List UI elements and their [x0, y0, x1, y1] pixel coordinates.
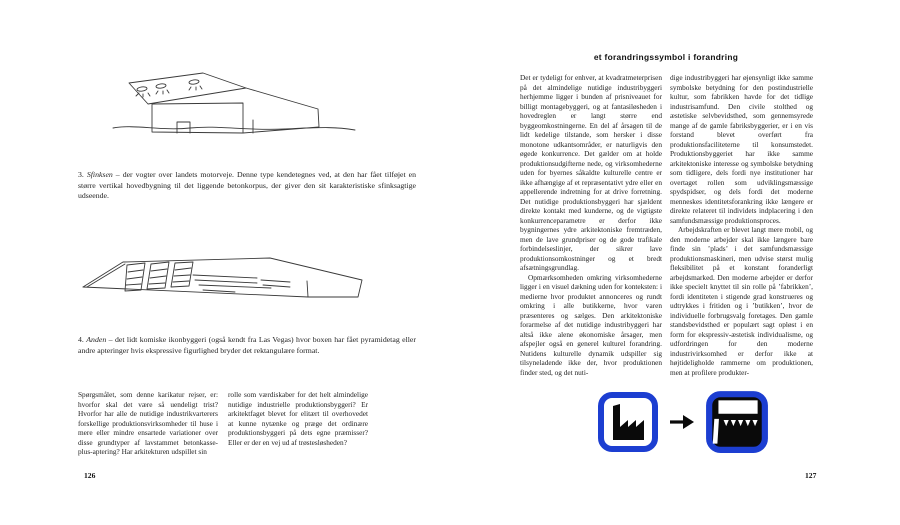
figure1-term: Sfinksen [86, 170, 113, 179]
figure1-number: 3. [78, 170, 84, 179]
duck-sketch-svg [75, 250, 375, 310]
right-body-column-1 [520, 73, 662, 377]
left-page-number: 126 [84, 471, 96, 480]
sphinx-building-sketch [105, 52, 405, 172]
duck-building-sketch [75, 250, 375, 310]
figure1-text: – der vogter over landets motorveje. Denne type kendetegnes ved, at den har fået tilføjet en større vertikal hovedbygning til det liggende betonkorpus, der giver den sit karakteristiske sfinksagtige udseende. [78, 170, 416, 201]
transformation-symbol-row [596, 389, 770, 455]
right-arrow-icon [669, 414, 695, 430]
figure2-term: Anden [86, 335, 107, 344]
left-col2-paragraph: rolle som værdiskaber for det helt almindelige nutidige industrielle produktionsbyggeri? Er arkitektfaget blevet for elitært til overhovedet at kunne nytænke og præge det ordinære produktionsbyggeri på dets egne præmisser? Eller er der en vej ud af trøstesløsheden? [228, 390, 368, 447]
figure2-caption [78, 335, 416, 356]
figure2-text: – det lidt komiske ikonbyggeri (også kendt fra Las Vegas) hvor boxen har fået pyramidetag eller andre apteringer hvis ekspressive figurlighed bryder det rektangulære format. [78, 335, 416, 355]
left-body-column-2 [228, 390, 368, 447]
right-body-column-2 [670, 73, 813, 377]
right-col2-paragraph-2: Arbejdskraften er blevet langt mere mobil, og den moderne arbejder skal ikke længere bare finde sin ’plads’ i det samfundsmæssige produktionsmaskineri, men udvise størst mulig fleksibilitet på et konstant foranderligt arbejdsmarked. Den moderne arbejder er derfor ikke specielt knyttet til sin rolle på ’fabrikken’, fordi identiteten i stigende grad konstrueres og udtrykkes i fritiden og i ’butikken’, hvor de individuelle forbrugsvalg foretages. Den gamle standsbevidsthed er populært sagt opløst i en form for ekspressiv-æstetisk individualisme, og udfordringen for den moderne industrivirksomhed er derfor ikke at højtideligholde rammerne om produktionen, men at profilere produkter- [670, 225, 813, 377]
right-col1-paragraph-1: Det er tydeligt for enhver, at kvadratmeterprisen på det almindelige nutidige industribyggeri herhjemme ligger i bunden af prisniveauet for billigt montagebyggeri, og at fantasiløsheden i hovedreglen er langt større end byggeomkostningerne. En del af årsagen til de lidt kedelige tilstande, som hersker i disse monotone udkantsområder, er naturligvis den øgede konkurrence. Det gælder om at holde produktionsudgifterne nede, og virksomhederne uden for byernes såkaldte kulturelle centre er ikke afhængige af et repræsentativt ydre eller en appellerende indretning for at drive forretning. Det nutidige produktionsbyggeri har sjældent direkte kontakt med kunderne, og de vigtigste konkurrenceparametre er derfor ikke bygningernes ydre arkitektoniske fremtræden, men de lave grundpriser og de gode trafikale forbindelseslinjer, der sikrer lave produktionsomkostninger og et bredt afsætningsgrundlag. [520, 73, 662, 272]
sphinx-sketch-svg [105, 52, 405, 172]
right-col1-paragraph-2: Opmærksomheden omkring virksomhederne ligger i en visuel dækning uden for konteksten: i medierne hvor produktet annonceres og rundt omkring i alle butikkerne, hvor varen præsenteres og sælges. Den arkitektoniske forarmelse af det nutidige industribyggeri har altså ikke alene økonomiske årsager, men afspejler også en generel kulturel forandring. Nutidens kulturelle dynamik udspiller sig tilsyneladende ikke der, hvor produktionen finder sted, og det nuti- [520, 272, 662, 377]
factory-icon [596, 390, 660, 454]
right-page-number: 127 [805, 471, 817, 480]
left-body-column-1 [78, 390, 218, 457]
left-col1-paragraph: Spørgsmålet, som denne karikatur rejser, er: hvorfor skal det være så uendeligt trist? Hvorfor har alle de nutidige industrikvarterers forskellige produktionsvirksomheder til huse i mere eller mindre ensartede variationer over disse grundtyper af lavstammet betonkasse-plus-aptering? Har arkitekturen udspillet sin [78, 390, 218, 456]
chapter-header: et forandringssymbol i forandring [593, 52, 739, 62]
figure1-caption [78, 170, 416, 202]
right-page [450, 0, 900, 525]
right-col2-paragraph-1: dige industribyggeri har øjensynligt ikke samme symbolske betydning for den postindustrielle kultur, som fabrikken havde for det tidlige industrisamfund. Den civile stolthed og æstetiske selvbevidsthed, som gennemsyrede mange af de gamle fabriksbyggerier, er i en vis forstand blevet overført fra produktionsfaciliteterne til konsumstedet. Produktionsbyggeriet har ikke samme arkitektoniske interesse og symbolske betydning som tidligere, dels fordi nye institutioner har overtaget rollen som udviklingsmæssige spydspidser, og dels fordi det moderne menneskes identitetsforankring ikke længere er direkte relateret til individets indplacering i den samfundsmæssige produktionsproces. [670, 73, 813, 225]
decorated-shed-icon [704, 389, 770, 455]
figure2-number: 4. [78, 335, 84, 344]
